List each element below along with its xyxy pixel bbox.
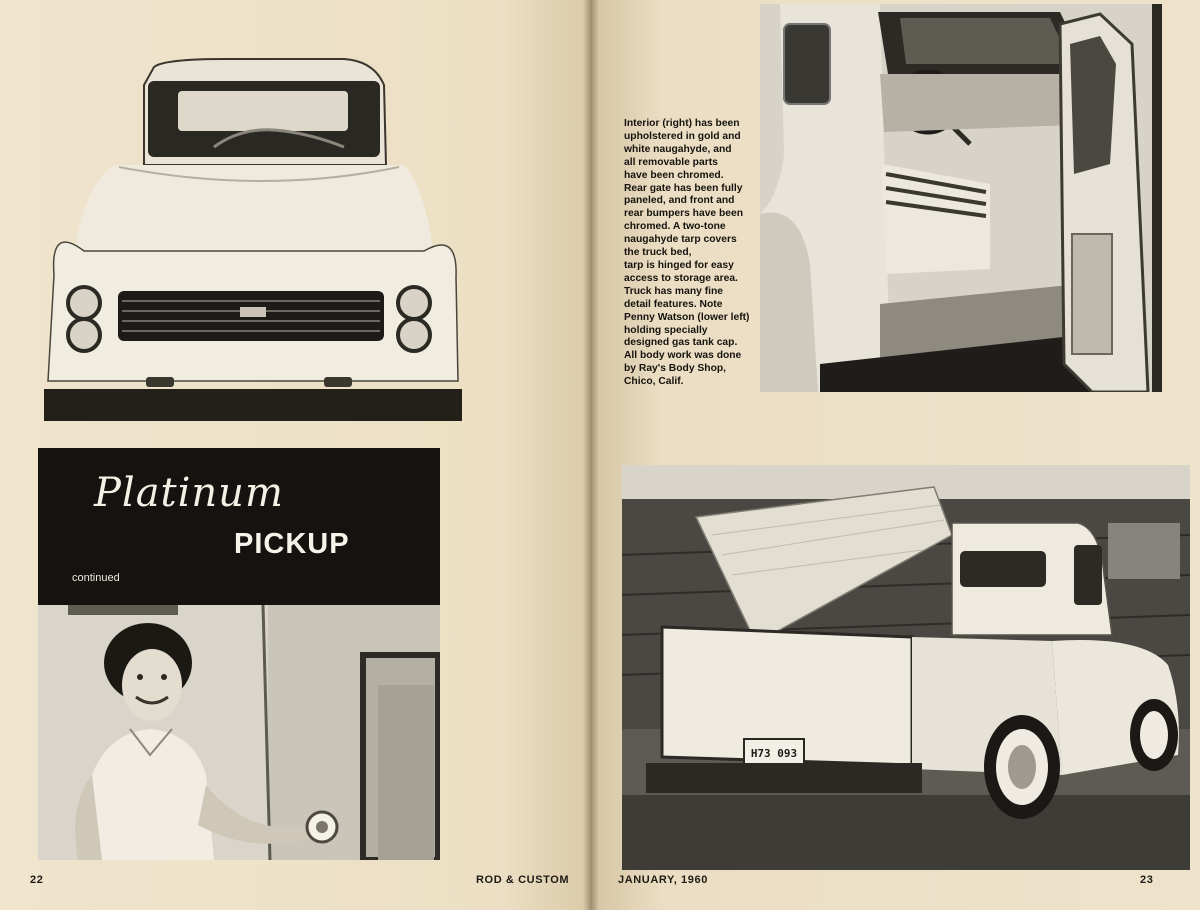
caption-line: naugahyde tarp covers	[624, 234, 737, 246]
caption-line: holding specially	[624, 324, 708, 336]
caption-line: Interior (right) has been	[624, 118, 740, 129]
caption-line: chromed. A two-tone	[624, 221, 726, 233]
photo-woman-gas-cap	[38, 605, 440, 860]
page-gutter	[583, 0, 599, 910]
title-script: Platinum	[94, 470, 284, 516]
caption-line: Chico, Calif.	[624, 376, 684, 388]
photo-truck-interior	[760, 4, 1162, 392]
caption-line: all removable parts	[624, 156, 718, 168]
caption-line: the truck bed,	[624, 247, 692, 259]
page-number-left: 22	[30, 874, 44, 886]
caption-line: by Ray's Body Shop,	[624, 363, 727, 375]
magazine-name: ROD & CUSTOM	[476, 874, 570, 886]
page-number-right: 23	[1140, 874, 1154, 886]
caption-line: have been chromed.	[624, 169, 724, 181]
caption-line: access to storage area.	[624, 272, 738, 284]
caption-line: paneled, and front and	[624, 195, 735, 207]
photo-truck-front	[44, 55, 462, 425]
title-main: PICKUP	[234, 528, 350, 560]
caption-line: rear bumpers have been	[624, 208, 744, 220]
caption-line: tarp is hinged for easy	[624, 259, 734, 271]
photo-caption	[624, 118, 762, 389]
photo-truck-rear	[622, 465, 1190, 870]
caption-line: All body work was done	[624, 350, 742, 362]
continued-label: continued	[72, 572, 120, 584]
caption-line: Rear gate has been fully	[624, 182, 743, 194]
article-title-block	[38, 448, 440, 605]
issue-date: JANUARY, 1960	[618, 874, 708, 886]
caption-line: white naugahyde, and	[624, 143, 732, 155]
caption-line: designed gas tank cap.	[624, 337, 738, 349]
caption-line: Penny Watson (lower left)	[624, 311, 750, 323]
caption-line: Truck has many fine	[624, 285, 724, 297]
caption-line: detail features. Note	[624, 298, 723, 310]
caption-line: upholstered in gold and	[624, 130, 741, 142]
license-plate: H73 093	[750, 747, 798, 760]
